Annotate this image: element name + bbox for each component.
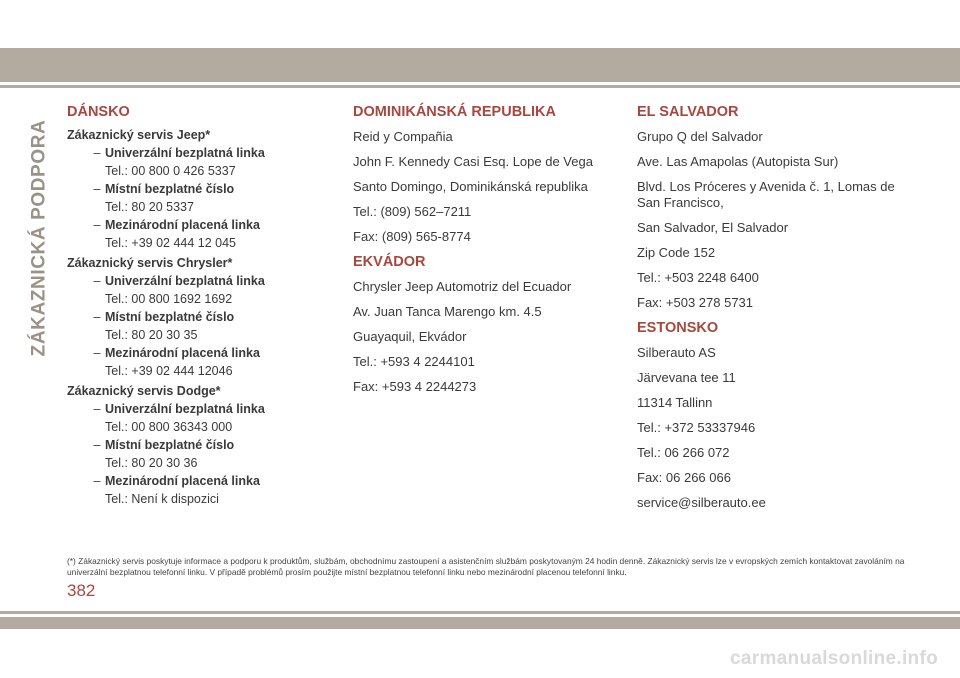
list-item	[89, 436, 337, 472]
address-line: Järvevana tee 11	[637, 370, 736, 385]
phone-line: Tel.: 06 266 072	[637, 445, 730, 460]
address-line: Guayaquil, Ekvádor	[353, 329, 467, 344]
list-item	[89, 344, 337, 380]
line-label: Mezinárodní placená linka	[105, 474, 260, 488]
list-item	[89, 180, 337, 216]
phone-line: Tel.: +503 2248 6400	[637, 270, 759, 285]
list-item	[89, 272, 337, 308]
phone-line: Tel.: +372 53337946	[637, 420, 756, 435]
phone-number: Tel.: 80 20 5337	[105, 200, 194, 214]
phone-number: Tel.: Není k dispozici	[105, 492, 219, 506]
list-item	[89, 472, 337, 508]
address-line: San Salvador, El Salvador	[637, 220, 789, 235]
dash: –	[93, 438, 101, 452]
address-line: John F. Kennedy Casi Esq. Lope de Vega	[353, 154, 593, 169]
dash: –	[93, 474, 101, 488]
list-item	[89, 216, 337, 252]
bottom-divider	[0, 611, 960, 614]
line-label: Univerzální bezplatná linka	[105, 402, 265, 416]
dash: –	[93, 402, 101, 416]
list-item	[89, 144, 337, 180]
phone-number: Tel.: 00 800 0 426 5337	[105, 164, 236, 178]
address-line: Santo Domingo, Dominikánská republika	[353, 179, 588, 194]
column-denmark	[67, 104, 337, 510]
address-line: Grupo Q del Salvador	[637, 129, 763, 144]
group-title: Zákaznický servis Jeep*	[67, 128, 211, 142]
address-line: Silberauto AS	[637, 345, 716, 360]
dash: –	[93, 274, 101, 288]
section-title-ecuador: EKVÁDOR	[353, 254, 426, 270]
group-chrysler	[67, 254, 337, 380]
phone-number: Tel.: 80 20 30 35	[105, 328, 198, 342]
dash: –	[93, 182, 101, 196]
footnote: (*) Zákaznický servis poskytuje informace a podporu k produktům, službám, obchodnímu zastoupení a asistenčním službám poskytovaným 24 hodin denně. Zákaznický servis lze v evropských zemích kontaktovat zavoláním na univerzální bezplatnou telefonní linku. V případě problémů prosím použijte místní bezplatnou telefonní linku nebo mezinárodní placenou telefonní linku.	[67, 556, 905, 577]
list-item	[89, 400, 337, 436]
side-tab-label: ZÁKAZNICKÁ PODPORA	[28, 119, 49, 356]
line-label: Univerzální bezplatná linka	[105, 274, 265, 288]
group-title: Zákaznický servis Chrysler*	[67, 256, 233, 270]
group-jeep	[67, 126, 337, 252]
dash: –	[93, 310, 101, 324]
address-line: Ave. Las Amapolas (Autopista Sur)	[637, 154, 839, 169]
address-line: Chrysler Jeep Automotriz del Ecuador	[353, 279, 572, 294]
phone-line: Tel.: (809) 562–7211	[353, 204, 472, 219]
fax-line: Fax: +503 278 5731	[637, 295, 754, 310]
line-label: Místní bezplatné číslo	[105, 438, 235, 452]
phone-number: Tel.: +39 02 444 12 045	[105, 236, 237, 250]
fax-line: Fax: (809) 565-8774	[353, 229, 471, 244]
side-section-tab	[26, 100, 52, 375]
zip-line: Zip Code 152	[637, 245, 716, 260]
email-line: service@silberauto.ee	[637, 495, 766, 510]
top-divider	[0, 85, 960, 88]
top-band	[0, 48, 960, 82]
bottom-band	[0, 617, 960, 629]
line-label: Místní bezplatné číslo	[105, 310, 235, 324]
group-dodge	[67, 382, 337, 508]
address-line: Blvd. Los Próceres y Avenida č. 1, Lomas de San Francisco,	[637, 179, 895, 210]
phone-number: Tel.: 80 20 30 36	[105, 456, 198, 470]
phone-number: Tel.: +39 02 444 12046	[105, 364, 233, 378]
address-line: Reid y Compañia	[353, 129, 453, 144]
dash: –	[93, 146, 101, 160]
line-label: Mezinárodní placená linka	[105, 218, 260, 232]
fax-line: Fax: +593 4 2244273	[353, 379, 477, 394]
address-line: 11314 Tallinn	[637, 395, 713, 410]
address-line: Av. Juan Tanca Marengo km. 4.5	[353, 304, 542, 319]
group-title: Zákaznický servis Dodge*	[67, 384, 221, 398]
section-title-denmark: DÁNSKO	[67, 104, 130, 120]
list-item	[89, 308, 337, 344]
phone-line: Tel.: +593 4 2244101	[353, 354, 475, 369]
dash: –	[93, 218, 101, 232]
line-label: Mezinárodní placená linka	[105, 346, 260, 360]
fax-line: Fax: 06 266 066	[637, 470, 731, 485]
section-title-el-salvador: EL SALVADOR	[637, 104, 739, 120]
section-title-dominican-republic: DOMINIKÁNSKÁ REPUBLIKA	[353, 104, 556, 120]
page-number: 382	[67, 581, 96, 600]
section-title-estonia: ESTONSKO	[637, 320, 719, 336]
line-label: Místní bezplatné číslo	[105, 182, 235, 196]
column-salvador-estonia	[637, 104, 917, 520]
watermark-logo: carmanualsonline.info	[730, 648, 938, 669]
phone-number: Tel.: 00 800 36343 000	[105, 420, 233, 434]
line-label: Univerzální bezplatná linka	[105, 146, 265, 160]
dash: –	[93, 346, 101, 360]
phone-number: Tel.: 00 800 1692 1692	[105, 292, 233, 306]
column-dominican-ecuador	[353, 104, 623, 404]
